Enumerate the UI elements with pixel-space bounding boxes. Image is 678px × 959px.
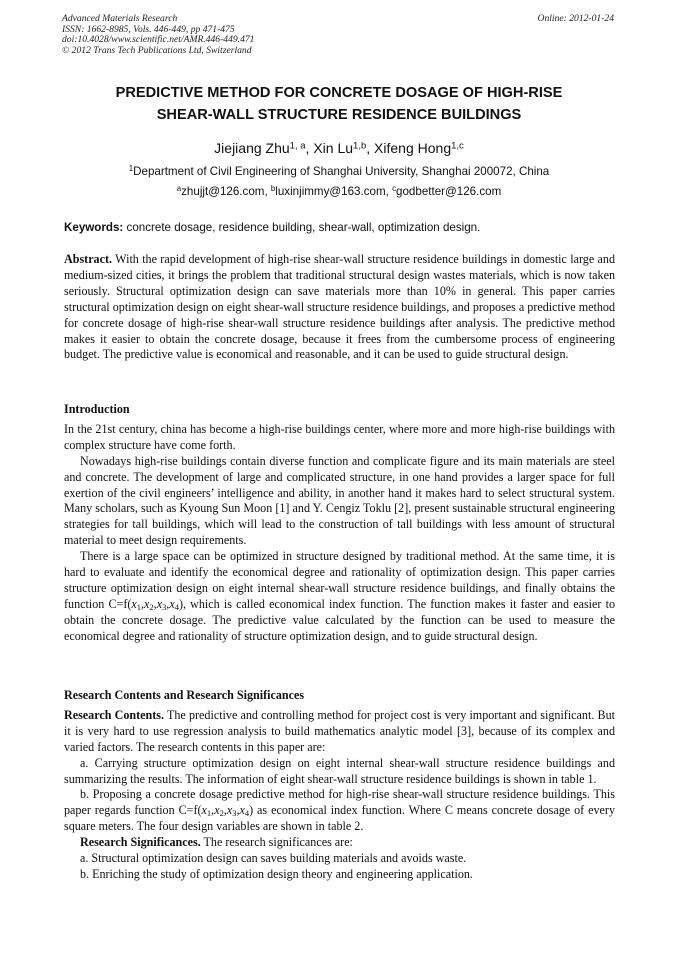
email-superscript: c [392, 184, 397, 194]
item-b-start: b. Proposing a concrete dosage predictive method for high-rise shear-wall structure residence buildings. This paper regards function C=f( [64, 787, 615, 818]
author-name: Xin Lu [313, 140, 354, 156]
intro-p3-end: ), which is called economical index function. The function makes it faster and easier to obtain the concrete dosage. The predictive value calculated by the function can be used to measure the economical degree and rationality of structure optimization design, and to guide structural design. [64, 596, 615, 643]
author-superscript: 1,c [451, 140, 464, 152]
journal-name: Advanced Materials Research [62, 13, 178, 24]
title-line-2: SHEAR-WALL STRUCTURE RESIDENCE BUILDINGS [156, 107, 522, 123]
doi-line: doi:10.4028/www.scientific.net/AMR.446-449.471 [62, 34, 255, 46]
email-address[interactable]: zhujjt@126.com [181, 185, 265, 198]
author-superscript: 1, a [289, 140, 306, 152]
affiliation-superscript: 1 [128, 164, 134, 174]
online-date: Online: 2012-01-24 [537, 13, 614, 24]
abstract-label: Abstract. [64, 252, 113, 266]
author-list: Jiejiang Zhu$^{1, a}$, Xin Lu$^{1,b}$, Xifeng Hong$^{1,c}$ [214, 140, 464, 156]
title-line-1: PREDICTIVE METHOD FOR CONCRETE DOSAGE OF HIGH-RISE [115, 85, 563, 101]
author-name: Jiejiang Zhu [214, 140, 290, 156]
author-name: Xifeng Hong [374, 140, 452, 156]
introduction-section [64, 402, 615, 645]
keywords-label: Keywords: [64, 221, 124, 234]
affiliation-text: Department of Civil Engineering of Shanghai University, Shanghai 200072, China [133, 165, 550, 178]
journal-header [62, 14, 254, 56]
intro-p3-start: There is a large space can be optimized in structure designed by traditional method. At the same time, it is hard to evaluate and identify the economical degree and rationality of optimization design. This paper carries structure optimization design on eight internal shear-wall structure residence buildings, and finally obtains the function C=f( [64, 549, 615, 611]
research-significances-text: The research significances are: [203, 835, 353, 850]
affiliation [40, 164, 638, 179]
keywords [64, 220, 616, 235]
keywords-text: concrete dosage, residence building, shear-wall, optimization design. [126, 221, 481, 234]
email-address[interactable]: godbetter@126.com [396, 185, 502, 198]
research-heading: Research Contents and Research Significances [64, 688, 305, 702]
item-b-end: ) as economical index function. Where C means concrete dosage of every square meters. The four design variables are shown in table 2. [64, 803, 615, 834]
significance-item-b: b. Enriching the study of optimization design theory and engineering application. [80, 866, 473, 881]
copyright-line: © 2012 Trans Tech Publications Ltd, Switzerland [62, 44, 252, 56]
research-contents-paragraph [64, 708, 615, 756]
research-section [64, 688, 615, 883]
email-superscript: b [270, 184, 276, 194]
intro-paragraph-2: Nowadays high-rise buildings contain diverse function and complicate figure and its main materials are steel and concrete. The development of large and complicated structure, in one hand provides a larger space for full exertion of the civil engineers’ intelligence and ability, in another hand it makes hard to select structural system. Many scholars, such as Kyoung Sun Moon [1] and Y. Cengiz Toklu [2], present sustainable structural engineering strategies for tall buildings, which will lead to the construction of tall buildings with less amount of structural material to meet design requirements. [64, 453, 615, 548]
research-item-b: b. Proposing a concrete dosage predictive method for high-rise shear-wall structure residence buildings. This paper regards function $C=f(x_1,x_2,x_3,x_4)$ as economical index function. Where C means concrete dosage of every square meters. The four design variables are shown in table 2. [64, 787, 615, 834]
intro-paragraph-3: There is a large space can be optimized in structure designed by traditional method. At the same time, it is hard to evaluate and identify the economical degree and rationality of optimization design. This paper carries structure optimization design on eight internal shear-wall structure residence buildings, and finally obtains the function $C=f(x_1,x_2,x_3,x_4)$, which is called economical index function. The function makes it faster and easier to obtain the concrete dosage. The predictive value calculated by the function can be used to measure the economical degree and rationality of structure optimization design, and to guide structural design. [64, 549, 615, 643]
intro-paragraph-1: In the 21st century, china has become a high-rise buildings center, where more and more high-rise buildings with complex structure have come forth. [64, 421, 615, 452]
research-contents-label: Research Contents. [64, 707, 165, 722]
research-item-a: a. Carrying structure optimization design on eight internal shear-wall structure residence buildings and summarizing the results. The information of eight shear-wall structure residence buildings is shown in table 1. [64, 755, 615, 786]
author-superscript: 1,b [353, 140, 367, 152]
research-significances-paragraph [64, 835, 615, 851]
research-contents-text: The predictive and controlling method for project cost is very important and significant. But it is very hard to use regression analysis to build mathematics analytic model [3], because of its complex and varied factors. The research contents in this paper are: [64, 707, 616, 754]
paper-title [40, 82, 638, 126]
issn-line: ISSN: 1662-8985, Vols. 446-449, pp 471-475 [62, 23, 235, 35]
abstract-text: With the rapid development of high-rise shear-wall structure residence buildings in domestic large and medium-sized cities, it brings the problem that traditional structural design wastes materials, which is now taken seriously. Structural optimization design can save materials more than 10% in general. This paper carries structural optimization design on eight shear-wall structure residence buildings, and proposes a predictive method for concrete dosage of high-rise shear-wall structure residence buildings after analysis. The predictive method makes it easier to obtain the concrete dosage, because it frees from the cumbersome process of engineering budget. The predictive value is economical and reasonable, and it can be used to guide structural design. [64, 252, 615, 362]
research-significances-label: Research Significances. [80, 835, 201, 850]
significance-item-a: a. Structural optimization design can saves building materials and avoids waste. [80, 851, 467, 866]
abstract-section [64, 252, 615, 363]
email-address[interactable]: luxinjimmy@163.com [275, 185, 386, 198]
email-list: $^a$zhujjt@126.com, $^b$luxinjimmy@163.com, $^c$godbetter@126.com [176, 184, 502, 198]
introduction-heading: Introduction [64, 402, 130, 416]
email-superscript: a [176, 184, 182, 194]
